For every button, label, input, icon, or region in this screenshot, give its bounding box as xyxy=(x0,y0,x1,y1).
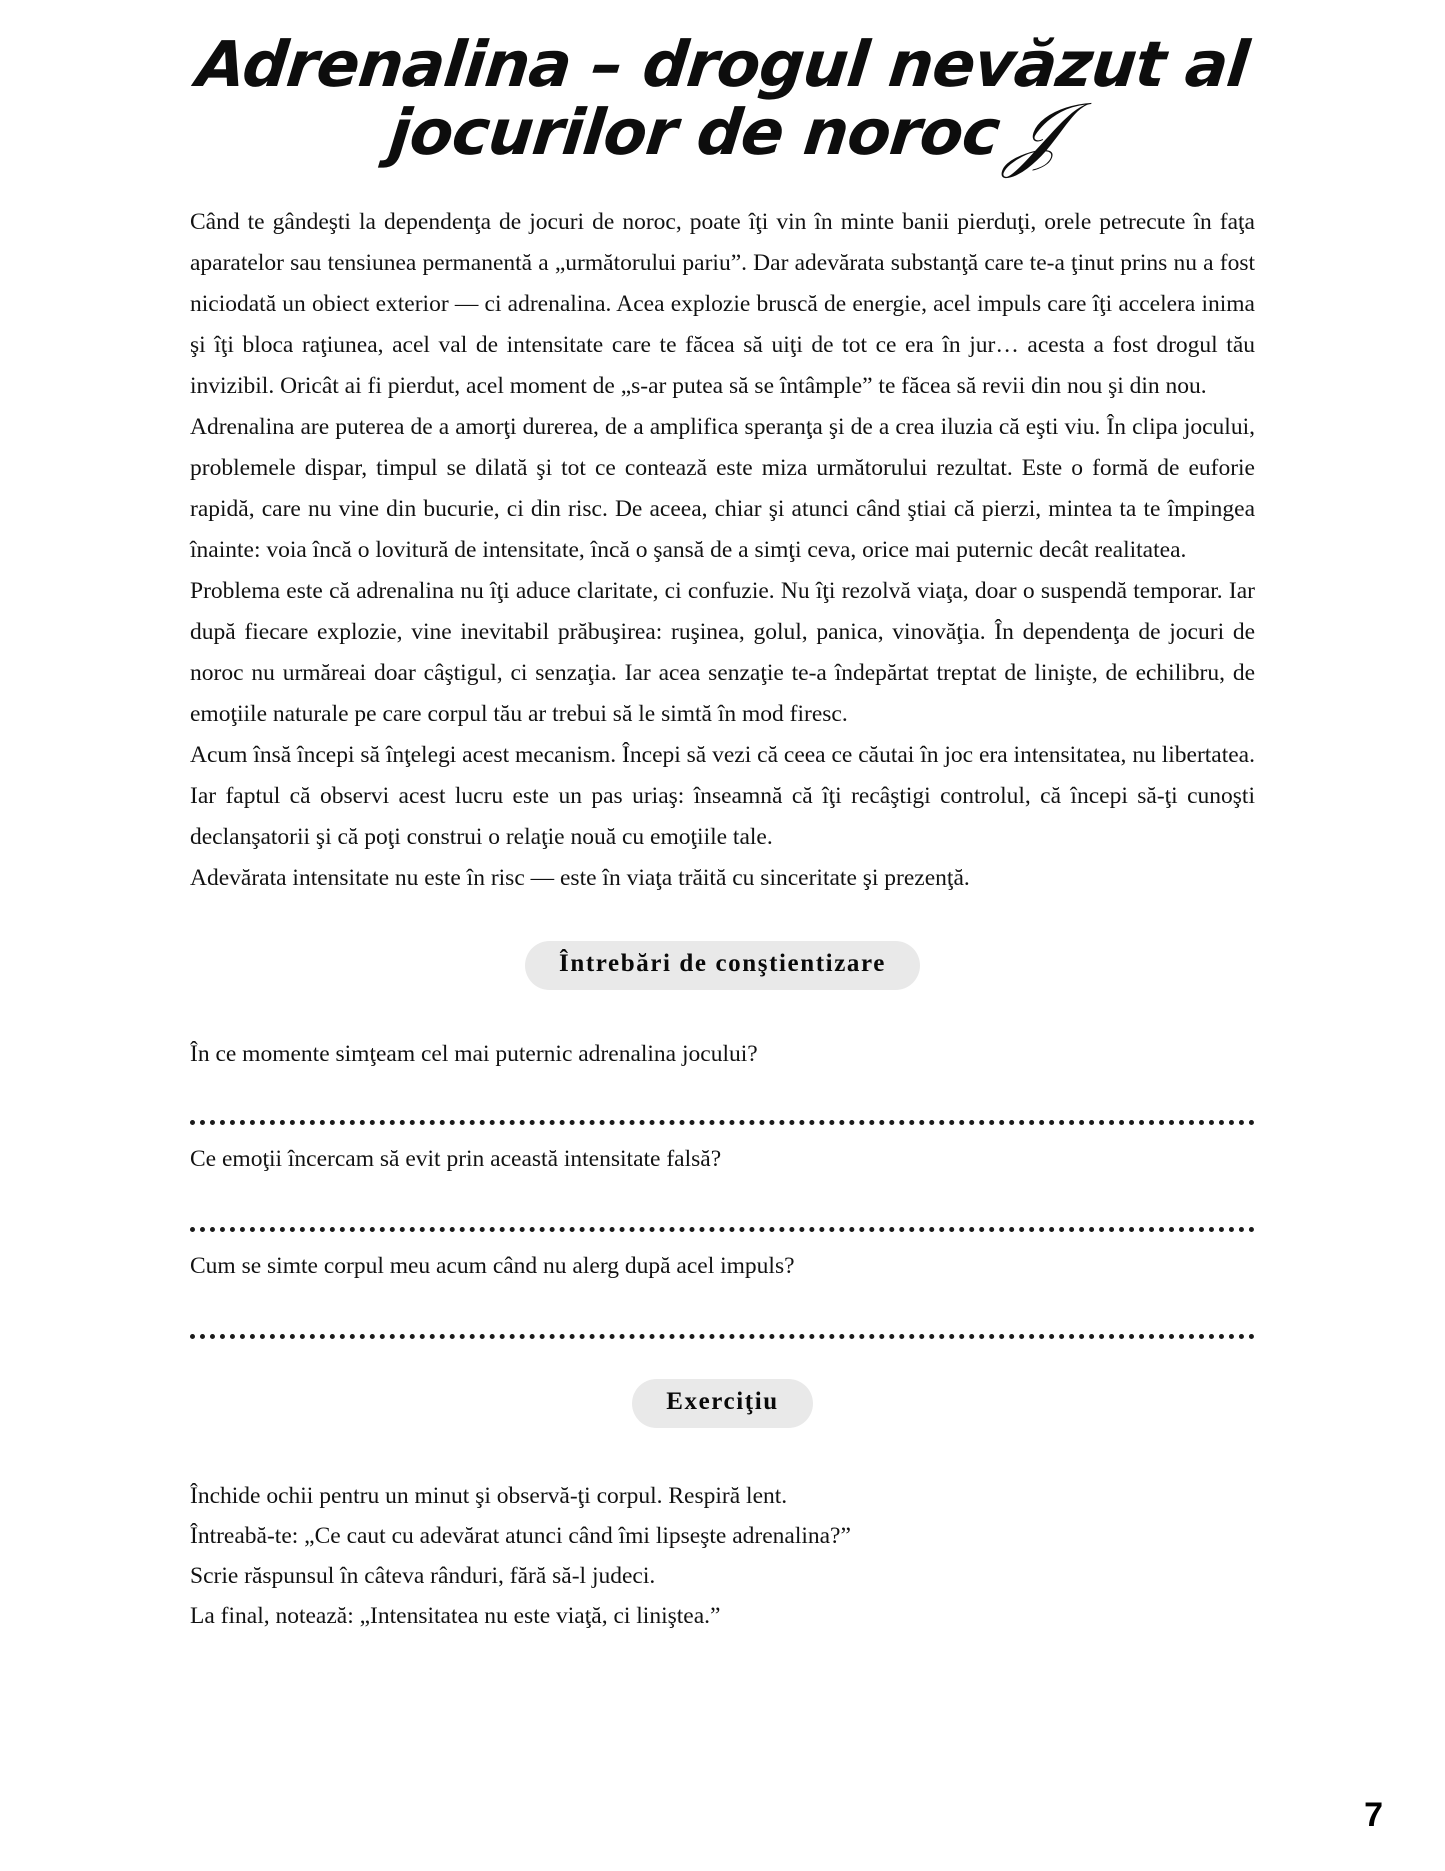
question-3: Cum se simte corpul meu acum când nu alerg după acel impuls? xyxy=(190,1252,795,1279)
paragraph-3: Problema este că adrenalina nu îţi aduce claritate, ci confuzie. Nu îţi rezolvă viaţa, doar o suspendă temporar. Iar după fiecare explozie, vine inevitabil prăbuşirea: ruşinea, golul, panica, vinovăţia. În dependenţa de jocuri de noroc nu urmăreai doar câştigul, ci senzaţia. Iar acea senzaţie te-a îndepărtat treptat de linişte, de echilibru, de emoţiile naturale pe care corpul tău ar trebui să le simtă în mod firesc. xyxy=(190,578,1255,728)
answer-line-3[interactable] xyxy=(190,1334,1255,1339)
title-line-2 xyxy=(0,87,1445,181)
page-title xyxy=(0,0,1445,181)
questions-badge-row xyxy=(0,941,1445,990)
answer-line-1[interactable] xyxy=(190,1120,1255,1125)
paragraph-5: Adevărata intensitate nu este în risc — este în viaţa trăită cu sinceritate şi prezenţă. xyxy=(190,865,970,892)
exercise-line-2: Întreabă-te: „Ce caut cu adevărat atunci când îmi lipseşte adrenalina?” xyxy=(190,1522,851,1549)
page-number: 7 xyxy=(1364,1796,1383,1834)
exercise-badge-row xyxy=(0,1379,1445,1428)
paragraph-2: Adrenalina are puterea de a amorţi durerea, de a amplifica speranţa şi de a crea iluzia că eşti viu. În clipa jocului, problemele dispar, timpul se dilată şi tot ce contează este miza următorului rezultat. Este o formă de euforie rapidă, care nu vine din bucurie, ci din risc. De aceea, chiar şi atunci când ştiai că pierzi, mintea ta te împingea înainte: voia încă o lovitură de intensitate, încă o şansă de a simţi ceva, orice mai puternic decât realitatea. xyxy=(190,414,1255,564)
title-line-2-text: jocurilor de noroc xyxy=(385,95,1003,169)
questions-list xyxy=(190,1034,1255,1339)
exercise-line-3: Scrie răspunsul în câteva rânduri, fără să-l judeci. xyxy=(190,1562,656,1589)
paragraph-4: Acum însă începi să înţelegi acest mecanism. Începi să vezi că ceea ce căutai în joc era intensitatea, nu libertatea. Iar faptul că observi acest lucru este un pas uriaş: înseamnă că îţi recâştigi controlul, că începi să-ţi cunoşti declanşatorii şi că poţi construi o relaţie nouă cu emoţiile tale. xyxy=(190,742,1255,851)
question-1: În ce momente simţeam cel mai puternic adrenalina jocului? xyxy=(190,1040,758,1067)
paragraph-1: Când te gândeşti la dependenţa de jocuri de noroc, poate îţi vin în minte banii pierduţi, orele petrecute în faţa aparatelor sau tensiunea permanentă a „următorului pariu”. Dar adevărata substanţă care te-a ţinut prins nu a fost niciodată un obiect exterior — ci adrenalina. Acea explozie bruscă de energie, acel impuls care îţi accelera inima şi îţi bloca raţiunea, acel val de intensitate care te făcea să uiţi de tot ce era în jur… acesta a fost drogul tău invizibil. Oricât ai fi pierdut, acel moment de „s-ar putea să se întâmple” te făcea să revii din nou şi din nou. xyxy=(190,209,1255,400)
exercise-list xyxy=(190,1476,1255,1636)
exercise-line-4: La final, notează: „Intensitatea nu este viaţă, ci liniştea.” xyxy=(190,1602,721,1629)
questions-section-badge: Întrebări de conştientizare xyxy=(525,941,920,990)
body-text xyxy=(190,172,1255,899)
exercise-line-1: Închide ochii pentru un minut şi observă-ţi corpul. Respiră lent. xyxy=(190,1482,788,1509)
title-line-1: Adrenalina – drogul nevăzut al xyxy=(193,28,1252,101)
exercise-section-badge: Exerciţiu xyxy=(632,1379,813,1428)
question-2: Ce emoţii încercam să evit prin această intensitate falsă? xyxy=(190,1145,722,1172)
answer-line-2[interactable] xyxy=(190,1227,1255,1232)
title-flourish-glyph: 𝒥 xyxy=(1002,87,1068,181)
